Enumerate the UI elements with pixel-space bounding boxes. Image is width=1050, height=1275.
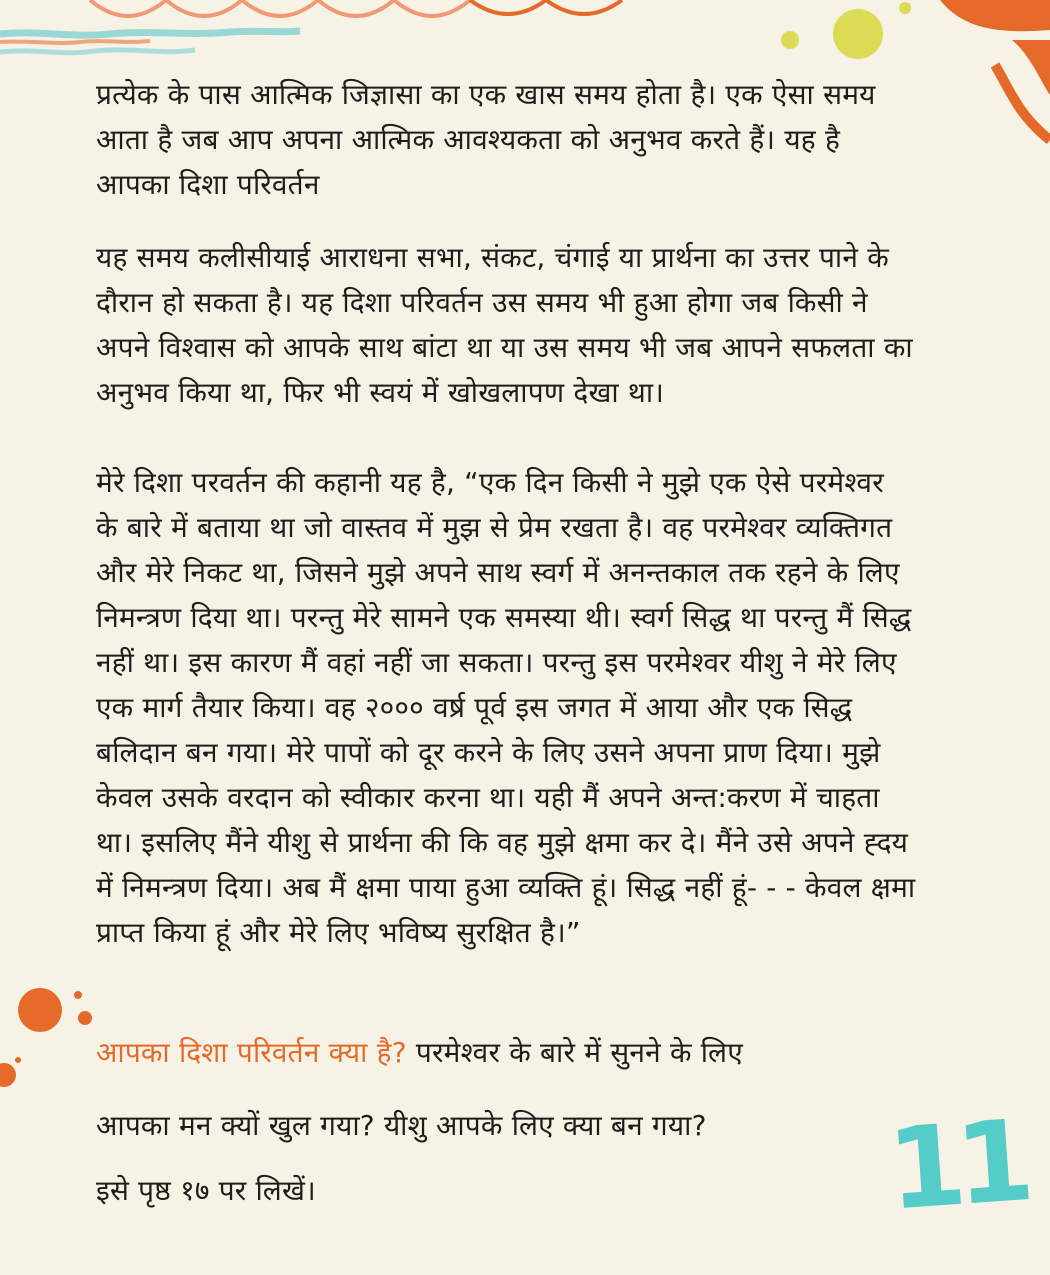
text-line: बलिदान बन गया। मेरे पापों को दूर करने के लिए उसने अपना प्राण दिया। मुझे bbox=[96, 736, 881, 769]
text-line: मेरे दिशा परवर्तन की कहानी यह है, “एक दिन किसी ने मुझे एक ऐसे परमेश्वर bbox=[96, 466, 884, 499]
text-line: आपका दिशा परिवर्तन bbox=[96, 168, 320, 201]
teal-brush-stroke-icon bbox=[0, 50, 195, 53]
orange-dot-icon bbox=[78, 1011, 92, 1025]
orange-swirl-icon bbox=[940, 0, 1050, 31]
text-line: और मेरे निकट था, जिसने मुझे अपने साथ स्वर्ग में अनन्तकाल तक रहने के लिए bbox=[96, 556, 900, 589]
text-line: अपने विश्वास को आपके साथ बांटा था या उस समय भी जब आपने सफलता का bbox=[96, 331, 913, 364]
text-line: था। इसलिए मैंने यीशु से प्रार्थना की कि वह मुझे क्षमा कर दे। मैंने उसे अपने ह्दय bbox=[96, 826, 909, 859]
text-line: प्राप्त किया हूं और मेरे लिए भविष्य सुरक्षित है।” bbox=[96, 916, 581, 949]
paragraph-intro bbox=[96, 72, 1036, 207]
yellow-dot-icon bbox=[899, 2, 911, 14]
paragraph-testimony bbox=[96, 460, 1036, 955]
text-line: एक मार्ग तैयार किया। वह २००० वर्ष्र पूर्व इस जगत में आया और एक सिद्ध bbox=[96, 691, 853, 724]
question-highlight: आपका दिशा परिवर्तन क्या है? bbox=[96, 1036, 407, 1069]
text-line: दौरान हो सकता है। यह दिशा परिवर्तन उस समय भी हुआ होगा जब किसी ने bbox=[96, 286, 868, 319]
question-rest: परमेश्वर के बारे में सुनने के लिए bbox=[406, 1036, 743, 1069]
orange-dot-icon bbox=[0, 1063, 16, 1087]
text-line: निमन्त्रण दिया था। परन्तु मेरे सामने एक समस्या थी। स्वर्ग सिद्ध था परन्तु मैं सिद्ध bbox=[96, 601, 912, 634]
text-line: नहीं था। इस कारण मैं वहां नहीं जा सकता। परन्तु इस परमेश्वर यीशु ने मेरे लिए bbox=[96, 646, 897, 679]
question-line-2: आपका मन क्यों खुल गया? यीशु आपके लिए क्या बन गया? bbox=[96, 1109, 707, 1142]
orange-dot-icon bbox=[15, 1057, 21, 1063]
instruction-text: इसे पृष्ठ १७ पर लिखें। bbox=[96, 1174, 316, 1207]
text-line: में निमन्त्रण दिया। अब मैं क्षमा पाया हुआ व्यक्ति हूं। सिद्ध नहीं हूं- - - केवल क्षमा bbox=[96, 871, 916, 904]
text-line: अनुभव किया था, फिर भी स्वयं में खोखलापण देखा था। bbox=[96, 376, 665, 409]
text-line: आता है जब आप अपना आत्मिक आवश्यकता को अनुभव करते हैं। यह है bbox=[96, 123, 841, 156]
text-line: केवल उसके वरदान को स्वीकार करना था। यही मैं अपने अन्त:करण में चाहता bbox=[96, 781, 880, 814]
orange-dot-icon bbox=[74, 991, 82, 999]
page-number: 11 bbox=[883, 1096, 1029, 1236]
reflection-question-line-1 bbox=[96, 1030, 1036, 1075]
orange-brush-stroke-icon bbox=[0, 41, 150, 43]
teal-brush-stroke-icon bbox=[0, 31, 300, 35]
scallop-border-icon bbox=[90, 0, 470, 16]
text-line: के बारे में बताया था जो वास्तव में मुझ से प्रेम रखता है। वह परमेश्वर व्यक्तिगत bbox=[96, 511, 893, 544]
scallop-border-icon bbox=[470, 0, 622, 14]
yellow-dot-icon bbox=[833, 9, 883, 59]
yellow-dot-icon bbox=[781, 31, 799, 49]
text-line: यह समय कलीसीयाई आराधना सभा, संकट, चंगाई या प्रार्थना का उत्तर पाने के bbox=[96, 241, 889, 274]
text-line: प्रत्येक के पास आत्मिक जिज्ञासा का एक खास समय होता है। एक ऐसा समय bbox=[96, 78, 876, 111]
orange-dot-icon bbox=[18, 988, 62, 1032]
paragraph-occasions bbox=[96, 235, 1036, 415]
